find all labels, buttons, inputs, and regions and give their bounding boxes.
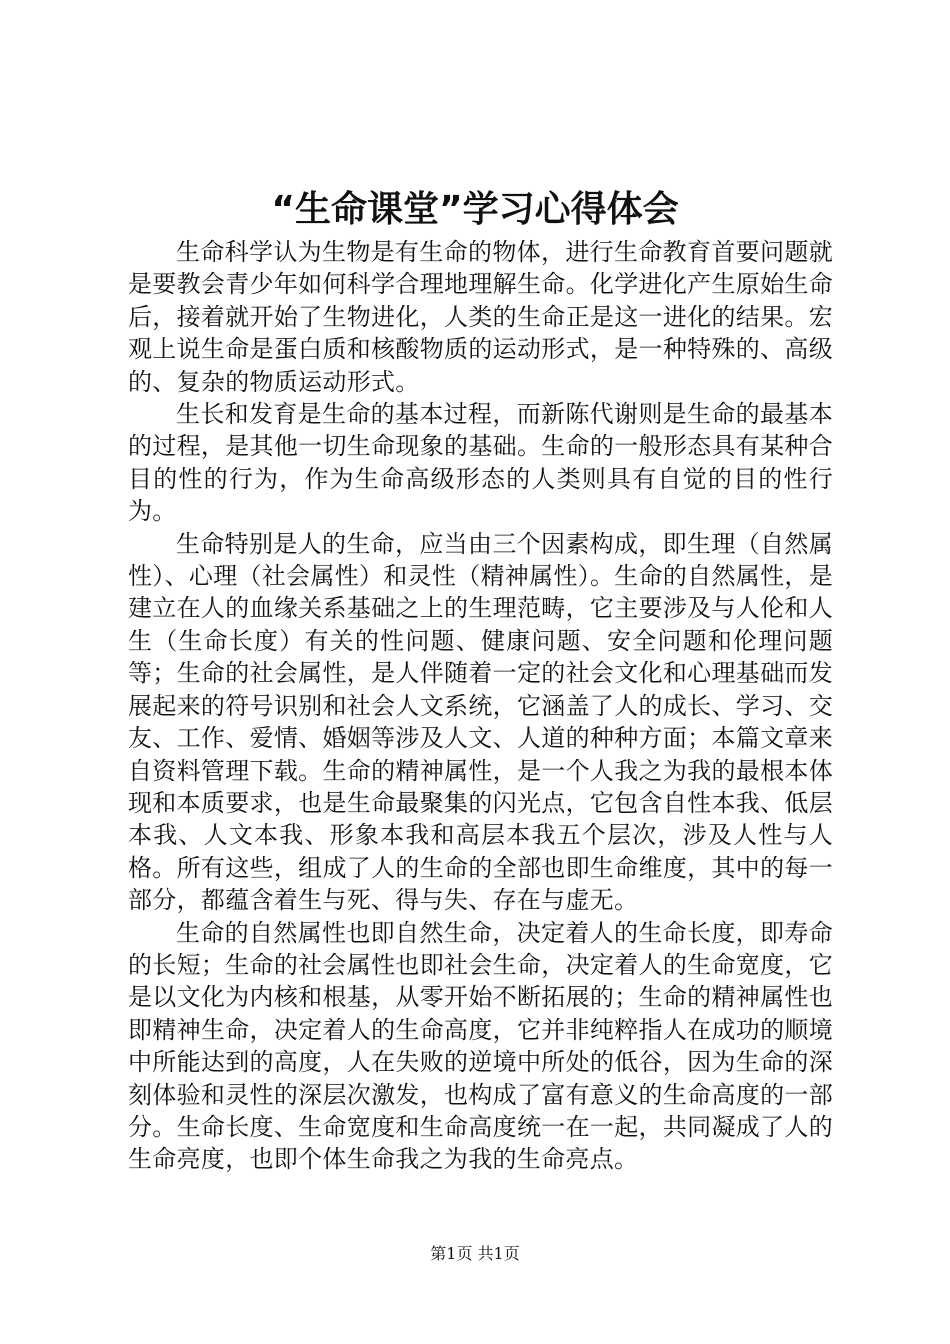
paragraph-4: 生命的自然属性也即自然生命，决定着人的生命长度，即寿命的长短；生命的社会属性也即社会生命，决定着人的生命宽度，它是以文化为内核和根基，从零开始不断拓展的；生命的精神属性也即精神生命，决定着人的生命高度，它并非纯粹指人在成功的顺境中所能达到的高度，人在失败的逆境中所处的低谷，因为生命的深刻体验和灵性的深层次激发，也构成了富有意义的生命高度的一部分。生命长度、生命宽度和生命高度统一在一起，共同凝成了人的生命亮度，也即个体生命我之为我的生命亮点。 <box>128 918 833 1174</box>
paragraph-2: 生长和发育是生命的基本过程，而新陈代谢则是生命的最基本的过程，是其他一切生命现象的基础。生命的一般形态具有某种合目的性的行为，作为生命高级形态的人类则具有自觉的目的性行为。 <box>128 400 833 526</box>
paragraph-1: 生命科学认为生物是有生命的物体，进行生命教育首要问题就是要教会青少年如何科学合理地理解生命。化学进化产生原始生命后，接着就开始了生物进化，人类的生命正是这一进化的结果。宏观上说生命是蛋白质和核酸物质的运动形式，是一种特殊的、高级的、复杂的物质运动形式。 <box>128 238 833 396</box>
page-footer: 第1页 共1页 <box>430 1244 520 1263</box>
paragraph-3: 生命特别是人的生命，应当由三个因素构成，即生理（自然属性）、心理（社会属性）和灵性（精神属性）。生命的自然属性，是建立在人的血缘关系基础之上的生理范畴，它主要涉及与人伦和人生（生命长度）有关的性问题、健康问题、安全问题和伦理问题等；生命的社会属性，是人伴随着一定的社会文化和心理基础而发展起来的符号识别和社会人文系统，它涵盖了人的成长、学习、交友、工作、爱情、婚姻等涉及人文、人道的种种方面；本篇文章来自资料管理下载。生命的精神属性，是一个人我之为我的最根本体现和本质要求，也是生命最聚集的闪光点，它包含自性本我、低层本我、人文本我、形象本我和高层本我五个层次，涉及人性与人格。所有这些，组成了人的生命的全部也即生命维度，其中的每一部分，都蕴含着生与死、得与失、存在与虚无。 <box>128 529 833 915</box>
document-body <box>128 236 833 1176</box>
document-title: “生命课堂”学习心得体会 <box>271 189 679 230</box>
